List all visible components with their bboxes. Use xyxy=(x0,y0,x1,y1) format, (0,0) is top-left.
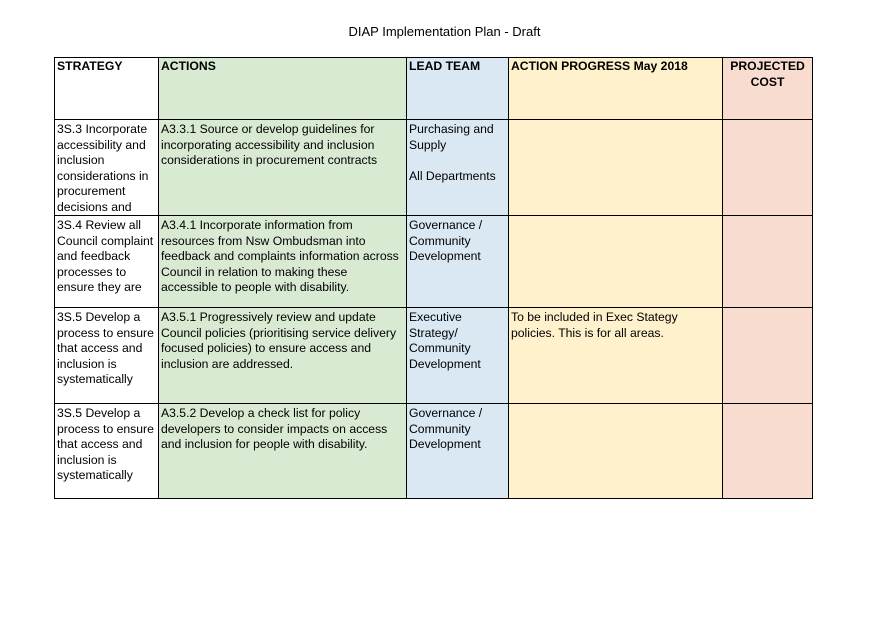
cell-actions xyxy=(159,216,407,308)
cell-actions xyxy=(159,120,407,216)
cell-lead-team xyxy=(407,308,509,404)
cell-action-progress xyxy=(509,120,723,216)
page-title: DIAP Implementation Plan - Draft xyxy=(348,24,541,39)
actions-text: A3.3.1 Source or develop guidelines for incorporating accessibility and inclusion considerations in procurement contracts xyxy=(161,122,378,167)
cell-lead-team xyxy=(407,120,509,216)
strategy-text: 3S.4 Review all Council complaint and feedback processes to ensure they are xyxy=(57,218,154,294)
header-strategy: STRATEGY xyxy=(55,58,159,120)
cell-projected-cost xyxy=(723,216,813,308)
strategy-text: 3S.5 Develop a process to ensure that access and inclusion is systematically xyxy=(57,406,154,482)
action-progress-text: To be included in Exec Stategy policies. This is for all areas. xyxy=(511,310,678,340)
action-progress-text xyxy=(511,122,720,215)
projected-cost-text xyxy=(725,406,810,498)
projected-cost-text xyxy=(725,218,810,307)
projected-cost-text xyxy=(725,122,810,215)
table-row xyxy=(55,308,813,404)
cell-actions xyxy=(159,308,407,404)
cell-lead-team xyxy=(407,404,509,499)
cell-actions xyxy=(159,404,407,499)
header-lead-team: LEAD TEAM xyxy=(407,58,509,120)
cell-strategy xyxy=(55,404,159,499)
lead-team-text: Purchasing and Supply xyxy=(409,122,498,152)
cell-strategy xyxy=(55,308,159,404)
lead-team-text: Executive Strategy/ Community Development xyxy=(409,310,481,371)
action-progress-text xyxy=(511,218,720,307)
strategy-text: 3S.5 Develop a process to ensure that access and inclusion is systematically xyxy=(57,310,154,386)
cell-action-progress xyxy=(509,216,723,308)
cell-action-progress xyxy=(509,404,723,499)
header-action-progress: ACTION PROGRESS May 2018 xyxy=(509,58,723,120)
cell-projected-cost xyxy=(723,120,813,216)
lead-team-text-secondary: All Departments xyxy=(409,168,496,183)
cell-strategy xyxy=(55,120,159,216)
actions-text: A3.4.1 Incorporate information from resources from Nsw Ombudsman into feedback and complaints information across Council in relation to making these accessible to people with disability. xyxy=(161,218,399,294)
table-row xyxy=(55,216,813,308)
cell-projected-cost xyxy=(723,404,813,499)
actions-text: A3.5.2 Develop a check list for policy developers to consider impacts on access and inclusion for people with disability. xyxy=(161,406,388,451)
table-row xyxy=(55,120,813,216)
projected-cost-text xyxy=(725,310,810,403)
cell-strategy xyxy=(55,216,159,308)
implementation-plan-table xyxy=(54,57,813,499)
header-projected-cost: PROJECTED COST xyxy=(723,58,813,120)
table-header-row xyxy=(55,58,813,120)
cell-projected-cost xyxy=(723,308,813,404)
cell-action-progress xyxy=(509,308,723,404)
strategy-text: 3S.3 Incorporate accessibility and inclusion considerations in procurement decisions and xyxy=(57,122,149,214)
actions-text: A3.5.1 Progressively review and update Council policies (prioritising service delivery focused policies) to ensure access and inclusion are addressed. xyxy=(161,310,397,371)
table-row xyxy=(55,404,813,499)
lead-team-text: Governance / Community Development xyxy=(409,406,483,451)
lead-team-text: Governance / Community Development xyxy=(409,218,483,263)
cell-lead-team xyxy=(407,216,509,308)
action-progress-text xyxy=(511,406,720,498)
header-actions: ACTIONS xyxy=(159,58,407,120)
